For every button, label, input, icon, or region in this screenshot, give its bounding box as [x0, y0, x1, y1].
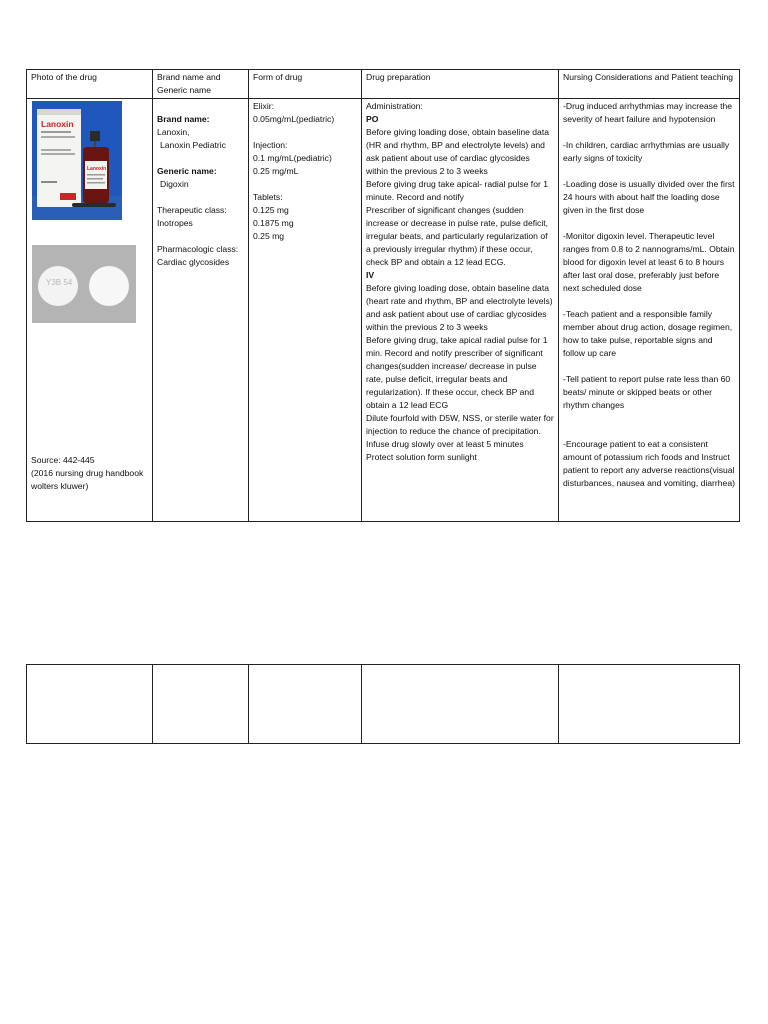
nursing-point-6: -Tell patient to report pulse rate less than 60 beats/ minute or skipped beats or other rhythm changes: [563, 374, 731, 410]
tablet-strength-3: 0.25 mg: [253, 231, 285, 241]
po-step-2: Before giving drug take apical- radial pulse for 1 minute. Record and notify: [366, 179, 549, 202]
elixir-strength: 0.05mg/mL(pediatric): [253, 114, 335, 124]
source-line-1: Source: 442-445: [31, 455, 95, 465]
bottle-label: Lanoxin: [87, 166, 107, 172]
lanoxin-box-bottle-photo: [32, 101, 122, 220]
iv-step-3: Dilute fourfold with D5W, NSS, or sterile water for injection to reduce the chance of precipitation.: [366, 413, 554, 436]
header-preparation: Drug preparation: [362, 70, 559, 99]
nursing-point-2: -In children, cardiac arrhythmias are usually early signs of toxicity: [563, 140, 730, 163]
therapeutic-class: Therapeutic class: Inotropes: [157, 205, 227, 228]
nursing-point-1: -Drug induced arrhythmias may increase the severity of heart failure and hypotension: [563, 101, 733, 124]
digoxin-row: [27, 99, 740, 522]
tablets-label: Tablets:: [253, 192, 283, 202]
source-line-2: (2016 nursing drug handbook wolters kluwer): [31, 468, 144, 491]
iv-step-1: Before giving loading dose, obtain baseline data (heart rate and rhythm, BP and electrolyte levels) and ask patient about use of cardiac glycosides within the previous 2 to 3 weeks: [366, 283, 553, 332]
brand-name-label: Brand name:: [157, 114, 210, 124]
iv-step-2: Before giving drug, take apical radial pulse for 1 min. Record and notify prescriber of significant changes(sudden increase/ decrease in pulse rate, pulse deficit, irregular beats and regularization). If these occur, check BP and obtain a 12 lead ECG: [366, 335, 548, 410]
tablet-strength-1: 0.125 mg: [253, 205, 289, 215]
photo-cell: [27, 99, 153, 522]
empty-cell: [153, 665, 249, 744]
po-step-3: Prescriber of significant changes (sudden increase or decrease in pulse rate, pulse deficit, irregular beats, and particularly regularization of a previously irregular rhythm) if these occur, check BP and obtain a 12 lead ECG.: [366, 205, 549, 267]
empty-cell: [559, 665, 740, 744]
box-label: Lanoxin: [41, 119, 74, 129]
generic-name: Digoxin: [160, 179, 189, 189]
source-citation: [31, 454, 151, 493]
nursing-point-5: -Teach patient and a responsible family member about drug action, dosage regimen, how to take pulse, reportable signs and follow up care: [563, 309, 733, 358]
brand-name-1: Lanoxin,: [157, 127, 190, 137]
header-form: Form of drug: [249, 70, 362, 99]
preparation-cell: [362, 99, 559, 522]
iv-step-5: Protect solution form sunlight: [366, 452, 477, 462]
nursing-cell: [559, 99, 740, 522]
header-photo: Photo of the drug: [27, 70, 153, 99]
generic-name-label: Generic name:: [157, 166, 217, 176]
po-heading: PO: [366, 114, 379, 124]
empty-cell: [27, 665, 153, 744]
pharmacologic-class: Pharmacologic class: Cardiac glycosides: [157, 244, 239, 267]
injection-label: Injection:: [253, 140, 288, 150]
empty-table: [26, 664, 740, 744]
form-cell: [249, 99, 362, 522]
brand-generic-cell: [153, 99, 249, 522]
iv-step-4: Infuse drug slowly over at least 5 minutes: [366, 439, 524, 449]
injection-strength-1: 0.1 mg/mL(pediatric): [253, 153, 332, 163]
elixir-label: Elixir:: [253, 101, 275, 111]
header-nursing: Nursing Considerations and Patient teaching: [559, 70, 740, 99]
administration-label: Administration:: [366, 101, 423, 111]
injection-strength-2: 0.25 mg/mL: [253, 166, 299, 176]
header-row: [27, 70, 740, 99]
digoxin-tablets-photo: [32, 245, 136, 323]
nursing-point-3: -Loading dose is usually divided over the first 24 hours with about half the loading dose given in the first dose: [563, 179, 735, 215]
empty-cell: [249, 665, 362, 744]
pill-imprint: Y3B 54: [46, 278, 73, 287]
tablet-strength-2: 0.1875 mg: [253, 218, 294, 228]
brand-name-2: Lanoxin Pediatric: [160, 140, 226, 150]
empty-cell: [362, 665, 559, 744]
empty-row: [27, 665, 740, 744]
iv-heading: IV: [366, 270, 375, 280]
nursing-point-4: -Monitor digoxin level. Therapeutic level ranges from 0.8 to 2 nannograms/mL. Obtain blood for digoxin level at least 6 to 8 hours after last oral dose, preferably just before next scheduled dose: [563, 231, 735, 293]
drug-table: [26, 69, 740, 522]
po-step-1: Before giving loading dose, obtain baseline data (HR and rhythm, BP and electrolyte levels) and ask patient about use of cardiac glycosides within the previous 2 to 3 weeks: [366, 127, 549, 176]
header-brand-generic: Brand name and Generic name: [153, 70, 249, 99]
nursing-point-7: -Encourage patient to eat a consistent amount of potassium rich foods and Instruct patient to report any adverse reactions(visual disturbances, nausea and vomiting, diarrhea): [563, 439, 735, 488]
